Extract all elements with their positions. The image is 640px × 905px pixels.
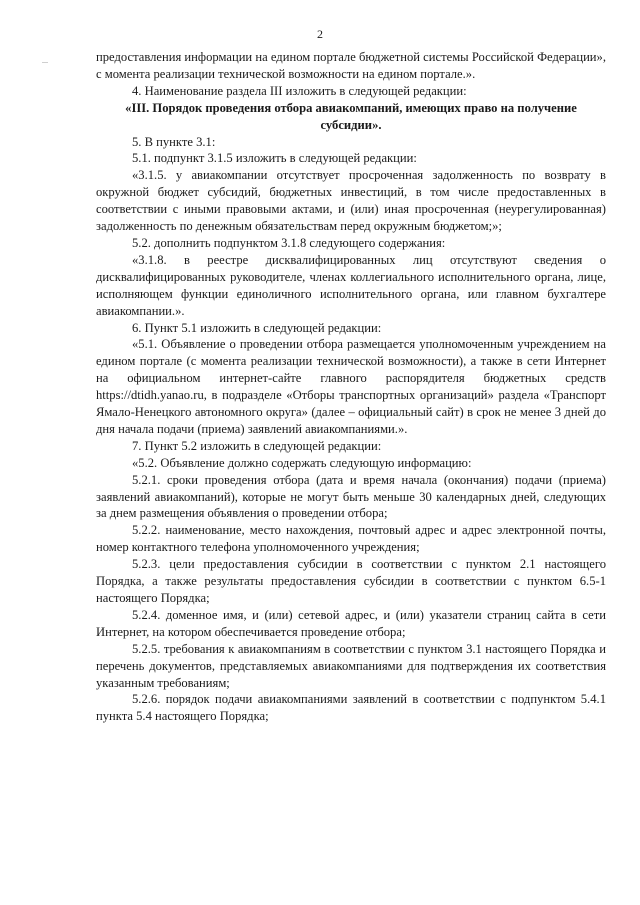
paragraph-3-1-5: «3.1.5. у авиакомпании отсутствует просроченная задолженность по возврату в окружной бюджет субсидий, бюджетных инвестиций, в том числе предоставленных в соответствии с иными правовыми актами, и (или) иная просроченная (неурегулированная) задолженность по денежным обязательствам перед окружным бюджетом;»;: [96, 168, 606, 234]
paragraph-item-7: 7. Пункт 5.2 изложить в следующей редакции:: [132, 438, 382, 453]
paragraph-item-5-2: 5.2. дополнить подпунктом 3.1.8 следующего содержания:: [132, 235, 446, 250]
paragraph-item-5: 5. В пункте 3.1:: [132, 134, 216, 149]
section-title: «III. Порядок проведения отбора авиакомпаний, имеющих право на получение субсидии».: [125, 100, 577, 132]
margin-mark: [42, 62, 48, 63]
document-body: [96, 49, 606, 725]
paragraph-3-1-8: «3.1.8. в реестре дисквалифицированных лиц отсутствуют сведения о дисквалифицированных руководителе, членах коллегиального исполнительного органа, лице, исполняющем функции единоличного исполнительного органа, или главном бухгалтере авиакомпании.».: [96, 252, 606, 318]
paragraph-5-1: «5.1. Объявление о проведении отбора размещается уполномоченным учреждением на едином портале (с момента реализации технической возможности), а также в сети Интернет на официальном интернет-сайте главного распорядителя бюджетных средств https://dtidh.yanao.ru, в подразделе «Отборы транспортных организаций» раздела «Транспорт Ямало-Ненецкого автономного округа» (далее – официальный сайт) в срок не менее 3 дней до дня начала подачи (приема) заявлений авиакомпаниями.».: [96, 337, 606, 436]
paragraph-item-5-1: 5.1. подпункт 3.1.5 изложить в следующей редакции:: [132, 151, 417, 166]
paragraph-item-4: 4. Наименование раздела III изложить в следующей редакции:: [132, 83, 467, 98]
paragraph-5-2-5: 5.2.5. требования к авиакомпаниям в соответствии с пунктом 3.1 настоящего Порядка и перечень документов, представляемых авиакомпаниями для подтверждения их соответствия указанным требованиям;: [96, 641, 606, 690]
paragraph-item-6: 6. Пункт 5.1 изложить в следующей редакции:: [132, 320, 382, 335]
paragraph-5-2: «5.2. Объявление должно содержать следующую информацию:: [132, 455, 472, 470]
paragraph-5-2-2: 5.2.2. наименование, место нахождения, почтовый адрес и адрес электронной почты, номер контактного телефона уполномоченного учреждения;: [96, 523, 606, 555]
paragraph-5-2-1: 5.2.1. сроки проведения отбора (дата и время начала (окончания) подачи (приема) заявлений авиакомпаний), которые не могут быть меньше 30 календарных дней, следующих за днем размещения объявления о проведении отбора;: [96, 472, 606, 521]
paragraph-continuation: предоставления информации на едином портале бюджетной системы Российской Федерации», с момента реализации технической возможности на едином портале.».: [96, 50, 606, 81]
page-number: 2: [317, 27, 323, 41]
paragraph-5-2-3: 5.2.3. цели предоставления субсидии в соответствии с пунктом 2.1 настоящего Порядка, а также результаты предоставления субсидии в соответствии с пунктом 6.5-1 настоящего Порядка;: [96, 557, 606, 605]
paragraph-5-2-6: 5.2.6. порядок подачи авиакомпаниями заявлений в соответствии с подпунктом 5.4.1 пункта 5.4 настоящего Порядка;: [96, 692, 606, 724]
paragraph-5-2-4: 5.2.4. доменное имя, и (или) сетевой адрес, и (или) указатели страниц сайта в сети Интернет, на котором обеспечивается проведение отбора;: [96, 607, 606, 639]
